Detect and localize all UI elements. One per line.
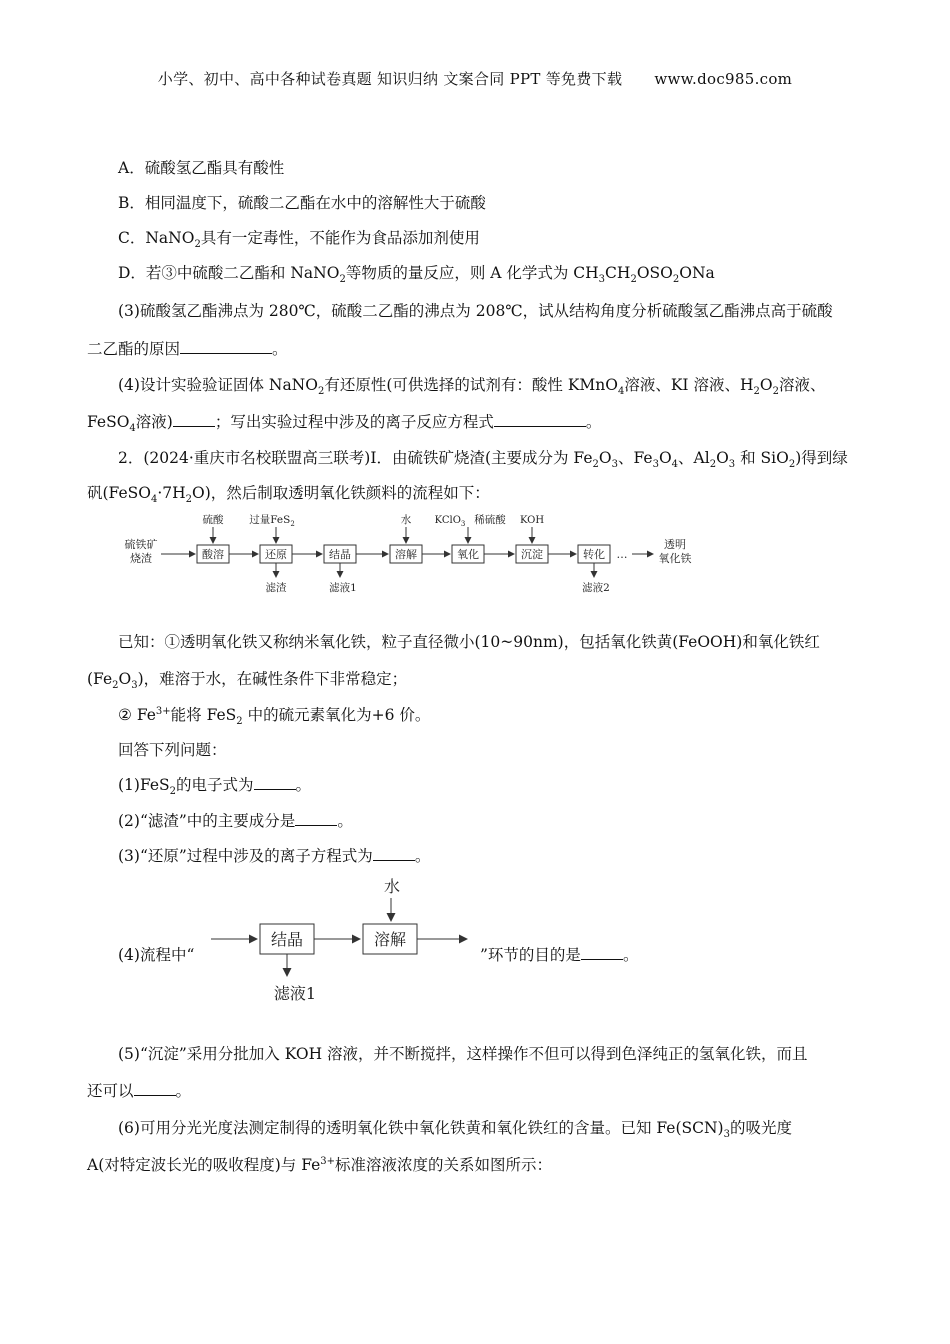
flow-input-koh: KOH [519, 515, 545, 526]
option-d: D．若③中硫酸二乙酯和 NaNO$_2$等物质的量反应，则 A 化学式为 $CH_3CH_2OSO_2ONa$ [118, 264, 715, 286]
header-left-text: 小学、初中、高中各种试卷真题 知识归纳 文案合同 PPT 等免费下载 [157, 70, 623, 88]
flow-input-kclo3: KClO$_3$ [434, 515, 466, 528]
flow-ellipsis: … [616, 548, 628, 561]
answer-blank[interactable] [295, 810, 337, 826]
flow-end-line2: 氧化铁 [658, 552, 692, 565]
flow-start-line1: 硫铁矿 [124, 538, 158, 551]
answer-blank[interactable] [581, 944, 623, 960]
answer-blank[interactable] [134, 1080, 176, 1096]
flow-step-label: 转化 [583, 548, 605, 561]
flow-step-label: 氧化 [457, 548, 479, 561]
sub-question-2: (2)“滤渣”中的主要成分是 。 [118, 812, 353, 830]
known-line1: 已知：①透明氧化铁又称纳米氧化铁，粒子直径微小(10~90nm)，包括氧化铁黄(FeOOH)和氧化铁红 [118, 633, 820, 651]
sub-question-5-line1: (5)“沉淀”采用分批加入 KOH 溶液，并不断搅拌，这样操作不但可以得到色泽纯正的氢氧化铁，而且 [118, 1045, 808, 1063]
flow-step-label: 结晶 [329, 548, 351, 561]
flow-input-fes2: 过量FeS$_2$ [249, 514, 295, 528]
option-a: A．硫酸氢乙酯具有酸性 [118, 159, 285, 177]
answer-blank[interactable] [373, 845, 415, 861]
option-b: B．相同温度下，硫酸二乙酯在水中的溶解性大于硫酸 [118, 194, 486, 212]
known-line3: ② $Fe^{3+}$能将 FeS$_2$ 中的硫元素氧化为+6 价。 [118, 705, 431, 728]
flow-step-label: 还原 [265, 548, 287, 561]
question-4-line2: FeSO$_4$溶液) ；写出实验过程中涉及的离子反应方程式 。 [87, 413, 602, 435]
sub-question-6-line1: (6)可用分光光度法测定制得的透明氧化铁中氧化铁黄和氧化铁红的含量。已知 $Fe(SCN)_3$的吸光度 [118, 1119, 792, 1141]
flow-step-label: 沉淀 [521, 548, 543, 561]
answer-blank[interactable] [494, 411, 586, 427]
flow-step-label: 溶解 [395, 548, 417, 561]
problem-2-line2: 矾$(FeSO_4\cdot 7H_2O)$，然后制取透明氧化铁颜料的流程如下： [87, 484, 490, 506]
crystallize-dissolve-diagram [205, 872, 480, 1007]
option-c: C．NaNO$_2$具有一定毒性，不能作为食品添加剂使用 [118, 229, 480, 251]
known-line2: $(Fe_2O_3)$，难溶于水，在碱性条件下非常稳定； [87, 670, 408, 692]
diagram-box-dissolve-label: 溶解 [373, 930, 407, 949]
flow-input-dilute-acid: 稀硫酸 [474, 514, 506, 526]
answer-blank[interactable] [180, 338, 272, 354]
diagram-filtrate-label: 滤液1 [273, 984, 317, 1003]
problem-2-line1: 2．(2024·重庆市名校联盟高三联考)I．由硫铁矿烧渣(主要成分为 $Fe_2O_3$、$Fe_3O_4$、$Al_2O_3$ 和 SiO$_2$)得到绿 [118, 449, 848, 471]
flow-step-label: 酸溶 [202, 548, 224, 561]
sub-question-3: (3)“还原”过程中涉及的离子方程式为 。 [118, 847, 431, 865]
process-flow-diagram [115, 510, 715, 598]
diagram-box-crystallize-label: 结晶 [270, 930, 304, 949]
header-website-link[interactable]: www.doc985.com [654, 70, 793, 88]
flow-end-line1: 透明 [664, 538, 686, 551]
sub-question-1: (1)FeS$_2$的电子式为 。 [118, 776, 312, 798]
diagram-water-label: 水 [383, 877, 401, 896]
sub-question-6-line2: A(对特定波长光的吸收程度)与 $Fe^{3+}$标准溶液浓度的关系如图所示： [87, 1155, 553, 1174]
sub-question-4-prefix: (4)流程中“ [118, 946, 195, 964]
flow-output-filtrate1: 滤液1 [329, 582, 357, 594]
question-3-line2: 二乙酯的原因 。 [87, 340, 288, 358]
page-header [0, 68, 950, 89]
question-4-line1: (4)设计实验验证固体 NaNO$_2$有还原性(可供选择的试剂有：酸性 KMnO$_4$溶液、KI 溶液、$H_2O_2$溶液、 [118, 376, 826, 398]
sub-question-5-line2: 还可以 。 [87, 1082, 192, 1100]
flow-output-filtrate2: 滤液2 [582, 582, 610, 594]
answer-intro: 回答下列问题： [118, 741, 227, 759]
flow-start-line2: 烧渣 [130, 552, 152, 565]
flow-input-water: 水 [400, 514, 412, 526]
answer-blank[interactable] [254, 774, 296, 790]
sub-question-4-suffix: ”环节的目的是 。 [480, 946, 639, 964]
answer-blank[interactable] [173, 411, 215, 427]
question-3-line1: (3)硫酸氢乙酯沸点为 280℃，硫酸二乙酯的沸点为 208℃，试从结构角度分析硫酸氢乙酯沸点高于硫酸 [118, 302, 833, 320]
flow-input-sulfuric-acid: 硫酸 [202, 514, 224, 526]
flow-output-residue: 滤渣 [265, 582, 287, 594]
